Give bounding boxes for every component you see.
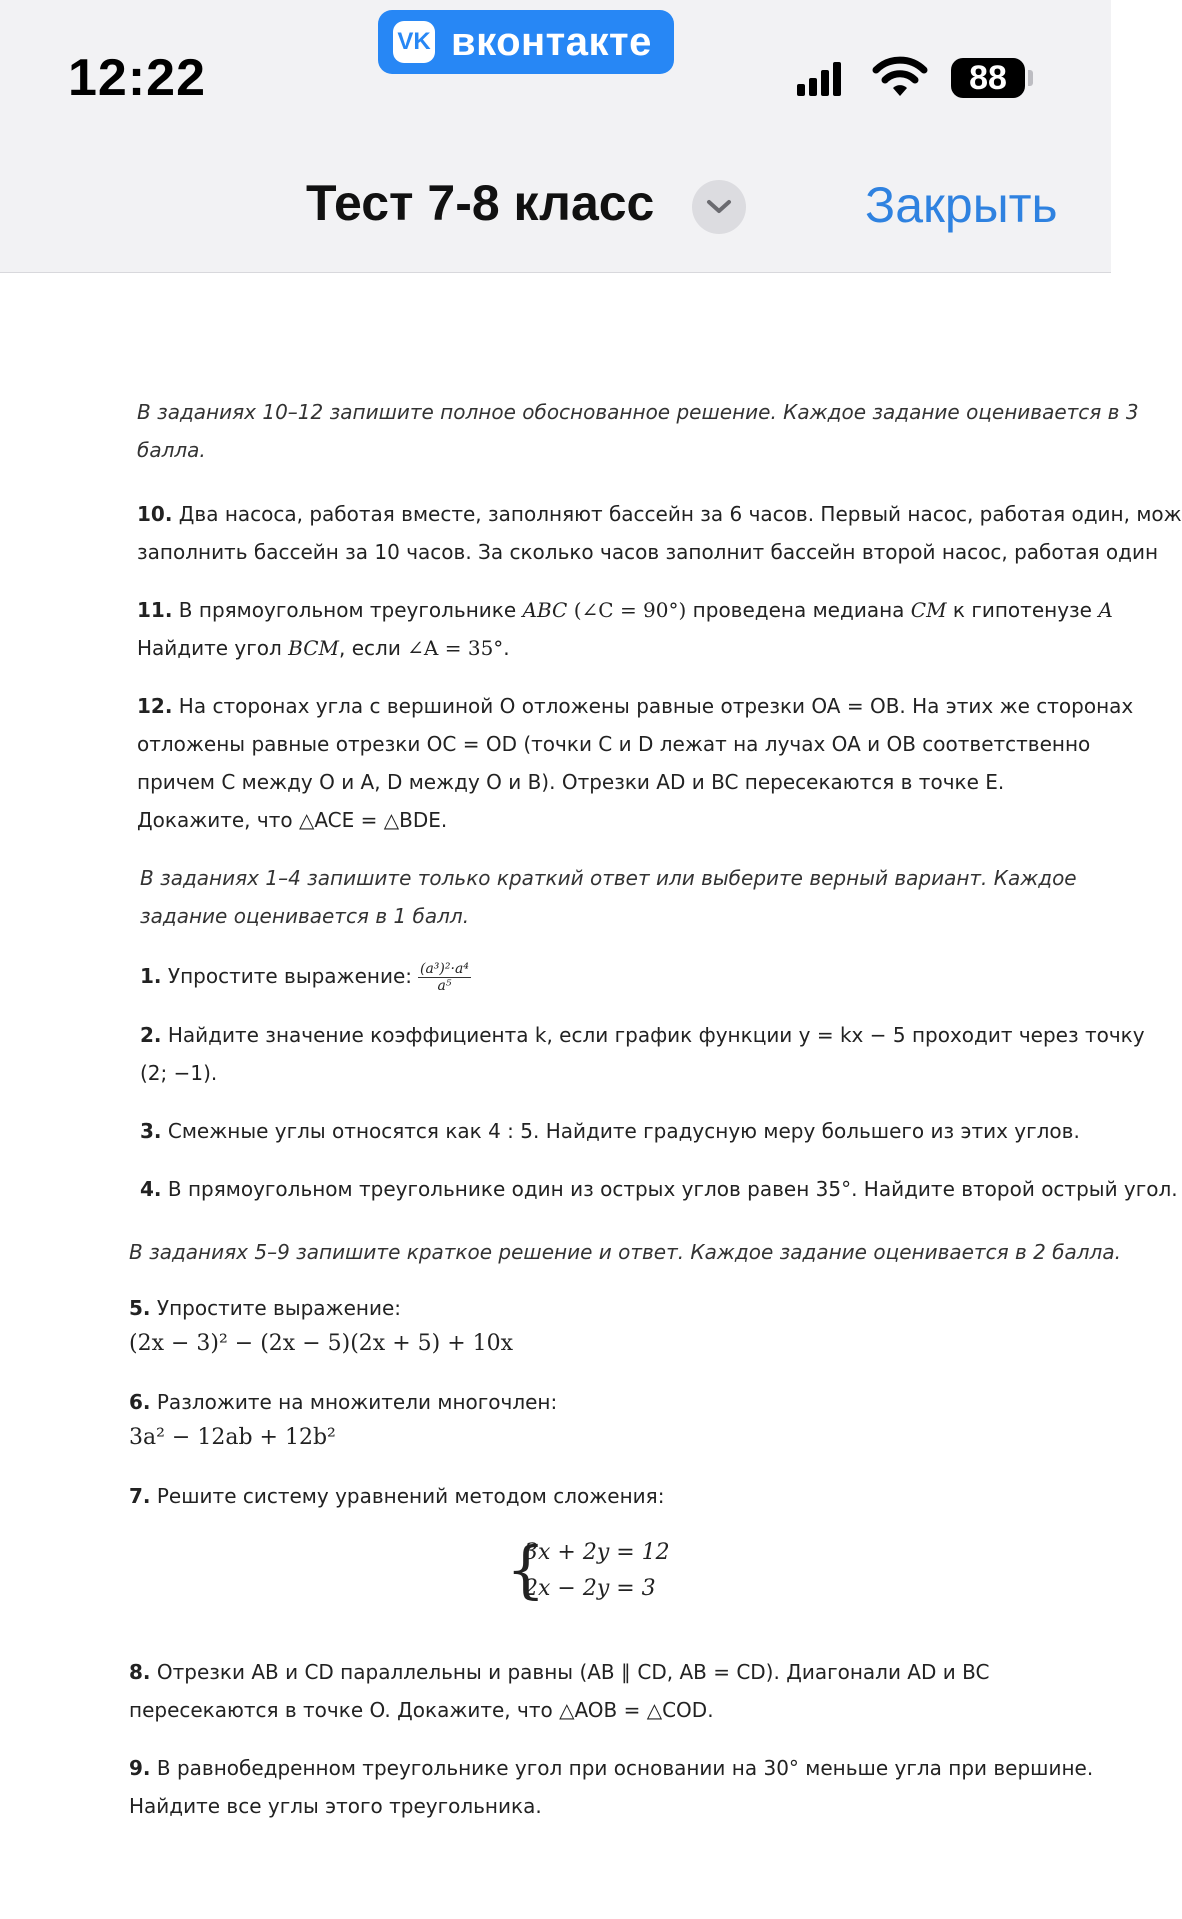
task-text: Разложите на множители многочлен: [156,1390,558,1414]
task-text: В равнобедренном треугольнике угол при основании на 30° меньше угла при вершине. [156,1756,1094,1780]
task-11-line1 [137,591,1113,629]
equation-system [506,1533,670,1607]
task-text: , если [339,636,401,660]
task-5 [129,1289,401,1327]
task-number: 2. [140,1023,162,1047]
battery-icon: 88 [951,58,1025,98]
math-cm: CM [910,598,947,622]
task-text: Отрезки AB и CD параллельны и равны (AB ∥ CD, AB = CD). Диагонали AD и BC [156,1660,990,1684]
brace-icon: { [506,1533,546,1606]
task-text: Два насоса, работая вместе, заполняют бассейн за 6 часов. Первый насос, работая один, мож [178,502,1182,526]
task-number: 12. [137,694,173,718]
math-a: A [1098,598,1113,622]
task-number: 11. [137,598,173,622]
test-document [0,273,1182,1919]
task-text: Найдите угол [137,636,282,660]
task-number: 3. [140,1119,162,1143]
task-7 [129,1477,664,1515]
task-text: На сторонах угла с вершиной O отложены равные отрезки OA = OB. На этих же сторонах [178,694,1134,718]
task-5-expression: (2x − 3)² − (2x − 5)(2x + 5) + 10x [129,1331,514,1356]
battery-cap [1028,70,1033,86]
task-number: 8. [129,1660,151,1684]
task-number: 1. [140,964,162,988]
task-12-line1 [137,687,1133,725]
task-10-line1 [137,495,1182,533]
vk-banner[interactable] [378,10,674,74]
task-2-line1 [140,1016,1145,1054]
math-angle-c: (∠C = 90°) [573,598,687,622]
task-text: проведена медиана [692,598,905,622]
task-9-line2: Найдите все углы этого треугольника. [129,1794,542,1818]
task-text: Решите систему уравнений методом сложения: [156,1484,665,1508]
section-intro-1-4-line1: В заданиях 1–4 запишите только краткий ответ или выберите верный вариант. Каждое [140,866,1077,890]
math-abc: ABC [522,598,568,622]
math-angle-a: ∠A = 35° [407,636,504,660]
task-12-line2: отложены равные отрезки OC = OD (точки C и D лежат на лучах OA и OB соответственно [137,732,1091,756]
task-4 [140,1170,1178,1208]
status-time: 12:22 [68,49,206,107]
task-text: В прямоугольном треугольнике один из острых углов равен 35°. Найдите второй острый угол. [167,1177,1178,1201]
equation-2: 2x − 2y = 3 [524,1576,656,1601]
cellular-signal-icon [797,62,841,96]
math-fraction: $\frac{\text{(a³)²·a⁴}}{\text{a⁵}}$ [420,961,469,994]
task-number: 5. [129,1296,151,1320]
section-intro-10-12-line2: балла. [137,438,206,462]
task-number: 7. [129,1484,151,1508]
math-bcm: BCM [288,636,340,660]
task-text: В прямоугольном треугольнике [178,598,517,622]
section-intro-10-12-line1: В заданиях 10–12 запишите полное обоснованное решение. Каждое задание оценивается в 3 [137,400,1139,424]
task-6 [129,1383,557,1421]
task-1 [140,957,471,995]
task-text: к гипотенузе [952,598,1092,622]
task-text: Смежные углы относятся как 4 : 5. Найдите градусную меру большего из этих углов. [167,1119,1080,1143]
task-text: Упростите выражение: [156,1296,401,1320]
task-12-line3: причем C между O и A, D между O и B). Отрезки AD и BC пересекаются в точке E. [137,770,1005,794]
equation-1: 3x + 2y = 12 [524,1540,670,1565]
task-6-expression: 3a² − 12ab + 12b² [129,1425,336,1450]
task-number: 4. [140,1177,162,1201]
task-8-line1 [129,1653,989,1691]
task-text: . [503,636,510,660]
task-9-line1 [129,1749,1093,1787]
task-number: 6. [129,1390,151,1414]
task-10-line2: заполнить бассейн за 10 часов. За сколько часов заполнит бассейн второй насос, работая один [137,540,1159,564]
task-text: Найдите значение коэффициента k, если график функции y = kx − 5 проходит через точку [167,1023,1145,1047]
task-number: 9. [129,1756,151,1780]
task-number: 10. [137,502,173,526]
wifi-icon [873,56,927,98]
task-3 [140,1112,1080,1150]
page-title: Тест 7-8 класс [306,175,655,231]
vk-logo-icon: VK [393,21,435,63]
vk-banner-label: вконтакте [451,19,652,64]
task-text: Упростите выражение: [167,964,412,988]
title-dropdown-chevron-icon[interactable] [692,180,746,234]
task-2-line2: (2; −1). [140,1061,218,1085]
section-intro-5-9: В заданиях 5–9 запишите краткое решение и ответ. Каждое задание оценивается в 2 балла. [129,1240,1121,1264]
close-button[interactable]: Закрыть [865,177,1058,233]
task-8-line2: пересекаются в точке O. Докажите, что △AOB = △COD. [129,1698,714,1722]
top-navigation-bar [0,0,1111,273]
task-11-line2 [137,629,510,667]
section-intro-1-4-line2: задание оценивается в 1 балл. [140,904,470,928]
task-12-line4: Докажите, что △ACE = △BDE. [137,808,448,832]
